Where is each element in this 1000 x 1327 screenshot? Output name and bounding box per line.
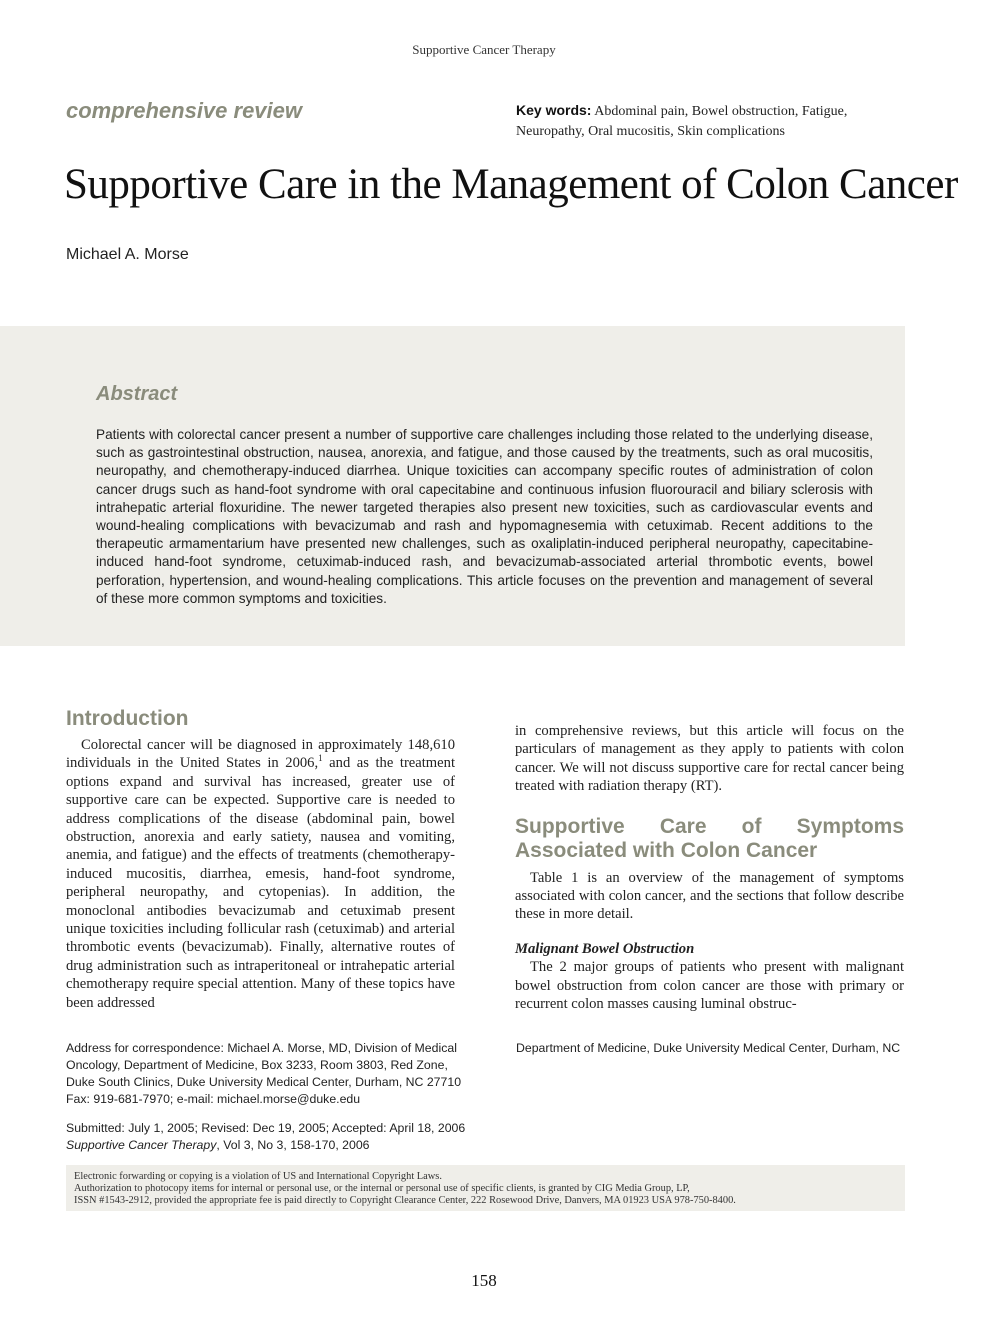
article-title: Supportive Care in the Management of Colon Cancer [64, 161, 958, 208]
bowel-obstruction-paragraph: The 2 major groups of patients who present with malignant bowel obstruction from colon cancer are those with primary or recurrent colon masses causing luminal obstruc- [515, 959, 904, 1013]
introduction-heading: Introduction [66, 707, 189, 730]
symptoms-section-heading: Supportive Care of Symptoms Associated with Colon Cancer [515, 814, 904, 862]
keywords [516, 100, 911, 142]
correspondence-line: Fax: 919-681-7970; e-mail: michael.morse@duke.edu [66, 1092, 361, 1106]
section-label: comprehensive review [66, 98, 303, 123]
publication-dates [66, 1120, 486, 1154]
symptoms-paragraph: Table 1 is an overview of the management of symptoms associated with colon cancer, and the sections that follow describe these in more detail. [515, 869, 904, 923]
abstract-text: Patients with colorectal cancer present a number of supportive care challenges including those related to the underlying disease, such as gastrointestinal obstruction, nausea, anorexia, and fatigue, and those caused by the treatments, such as oral mucositis, neuropathy, and chemotherapy-induced diarrhea. Unique toxicities can accompany specific routes of administration of colon cancer drugs such as hand-foot syndrome with oral capecitabine and continuous infusion fluorouracil and biliary sclerosis with intrahepatic arterial floxuridine. The newer targeted therapies also present new toxicities, such as cardiovascular events and wound-healing complications with bevacizumab and rash and hypomagnesemia with cetuximab. Recent additions to the therapeutic armamentarium have presented new challenges, such as oxaliplatin-induced peripheral neuropathy, capecitabine-induced hand-foot syndrome, cetuximab-induced rash, and bevacizumab-associated arterial thrombotic events, bowel perforation, hypertension, and wound-healing complications. This article focuses on the prevention and management of several of these more common symptoms and toxicities. [96, 427, 873, 606]
journal-name: Supportive Cancer Therapy [66, 1138, 217, 1152]
introduction-paragraph [66, 736, 455, 1012]
running-head: Supportive Cancer Therapy [412, 42, 556, 57]
page-number: 158 [471, 1271, 497, 1290]
submission-history: Submitted: July 1, 2005; Revised: Dec 19, 2005; Accepted: April 18, 2006 [66, 1121, 466, 1135]
correspondence-line: Address for correspondence: Michael A. Morse, MD, Division of Medical [66, 1041, 457, 1055]
citation-details: , Vol 3, No 3, 158-170, 2006 [216, 1138, 370, 1152]
right-column [515, 722, 904, 1013]
affiliation: Department of Medicine, Duke University Medical Center, Durham, NC [516, 1041, 901, 1055]
reference-marker: 1 [318, 753, 323, 764]
bowel-obstruction-subheading: Malignant Bowel Obstruction [515, 940, 695, 957]
correspondence-line: Duke South Clinics, Duke University Medical Center, Durham, NC 27710 [66, 1075, 462, 1089]
abstract-heading: Abstract [96, 383, 178, 405]
keywords-text: Abdominal pain, Bowel obstruction, Fatigue, Neuropathy, Oral mucositis, Skin complications [516, 104, 848, 139]
introduction-continued: in comprehensive reviews, but this article will focus on the particulars of management as they apply to patients with colon cancer. We will not discuss supportive care for rectal cancer being treated with radiation therapy (RT). [515, 723, 904, 795]
copyright-notice [74, 1171, 904, 1207]
author: Michael A. Morse [66, 246, 189, 263]
keywords-label: Key words: [516, 102, 592, 118]
intro-text-1: Colorectal cancer will be diagnosed in approximately 148,610 individuals in the United States in 2006, [66, 737, 455, 772]
left-column [66, 706, 455, 1012]
copyright-line: Electronic forwarding or copying is a violation of US and International Copyright Laws. [74, 1171, 442, 1182]
intro-text-2: and as the treatment options expand and survival has increased, greater use of supportive care can be expected. Supportive care is needed to address complications of the disease (abdominal pain, bowel obstruction, anorexia and early satiety, nausea and vomiting, anemia, and fatigue) and the effects of treatments (chemotherapy-induced mucositis, diarrhea, emesis, hand-foot syndrome, peripheral neuropathy, and cytopenias). In addition, the monoclonal antibodies bevacizumab and cetuximab present unique toxicities including follicular rash (cetuximab) and arterial thrombotic events (bevacizumab). Finally, alternative routes of drug administration such as intraperitoneal or intrahepatic arterial chemotherapy require special attention. Many of these topics have been addressed [66, 755, 455, 1011]
correspondence-line: Oncology, Department of Medicine, Box 3233, Room 3803, Red Zone, [66, 1058, 448, 1072]
citation [66, 1137, 486, 1154]
correspondence-address [66, 1040, 486, 1108]
copyright-line: Authorization to photocopy items for internal or personal use, or the internal or personal use of specific clients, is granted by CIG Media Group, LP, [74, 1183, 690, 1194]
copyright-line: ISSN #1543-2912, provided the appropriate fee is paid directly to Copyright Clearance Center, 222 Rosewood Drive, Danvers, MA 01923 USA 978-750-8400. [74, 1195, 736, 1206]
